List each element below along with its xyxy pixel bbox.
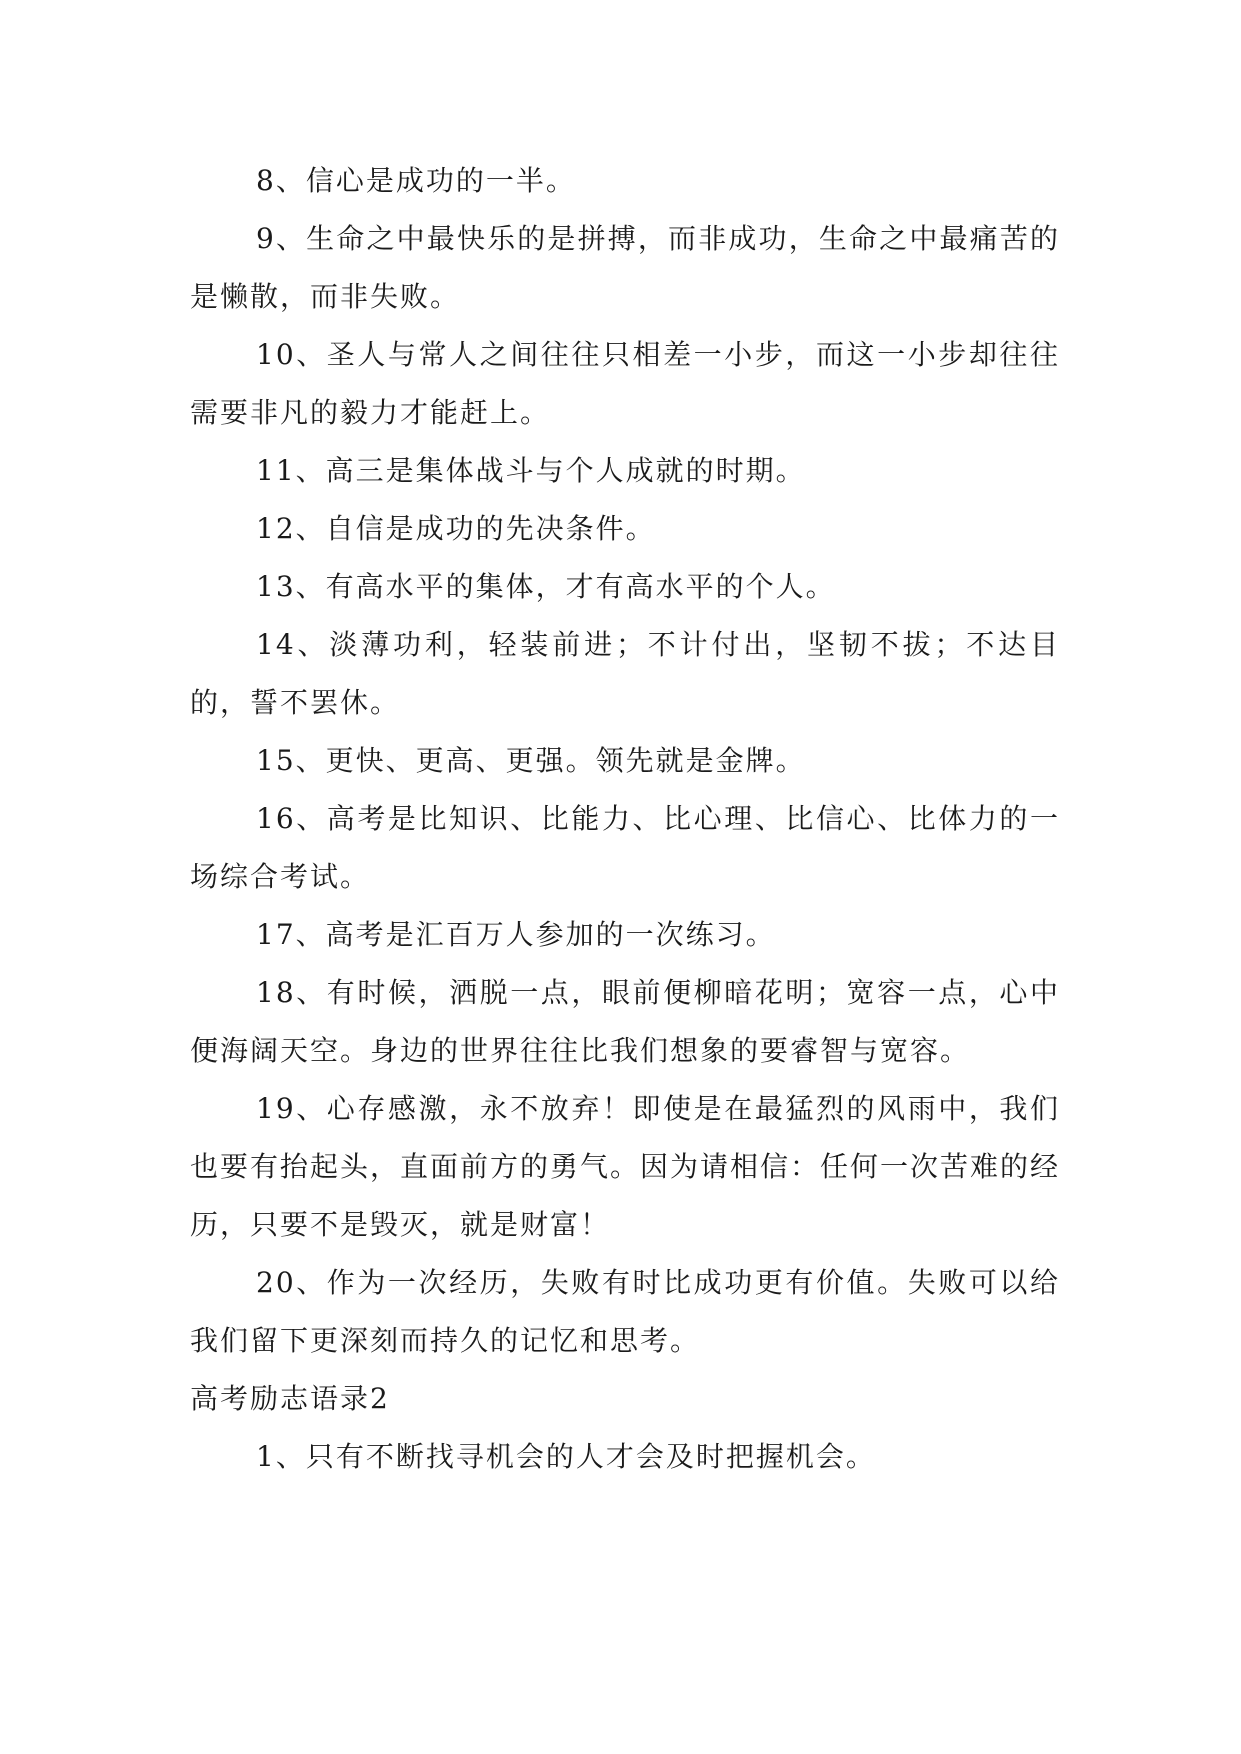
section-heading: 高考励志语录2 — [190, 1382, 390, 1415]
quote-item-14: 14、淡薄功利，轻装前进；不计付出，坚韧不拔；不达目的，誓不罢休。 — [190, 628, 1060, 719]
quote-item-12: 12、自信是成功的先决条件。 — [256, 512, 656, 545]
quote-item-16: 16、高考是比知识、比能力、比心理、比信心、比体力的一场综合考试。 — [190, 802, 1060, 893]
section-quote-item-1: 1、只有不断找寻机会的人才会及时把握机会。 — [256, 1440, 876, 1473]
quote-item-20: 20、作为一次经历，失败有时比成功更有价值。失败可以给我们留下更深刻而持久的记忆和思考。 — [190, 1266, 1060, 1357]
quote-item-19: 19、心存感激，永不放弃！即使是在最猛烈的风雨中，我们也要有抬起头，直面前方的勇气。因为请相信：任何一次苦难的经历，只要不是毁灭，就是财富！ — [190, 1092, 1061, 1241]
document-body — [190, 152, 1060, 1486]
quote-item-9: 9、生命之中最快乐的是拼搏，而非成功，生命之中最痛苦的是懒散，而非失败。 — [190, 222, 1060, 313]
quote-item-13: 13、有高水平的集体，才有高水平的个人。 — [256, 570, 836, 603]
quote-item-18: 18、有时候，洒脱一点，眼前便柳暗花明；宽容一点，心中便海阔天空。身边的世界往往比我们想象的要睿智与宽容。 — [190, 976, 1060, 1067]
quote-item-17: 17、高考是汇百万人参加的一次练习。 — [256, 918, 776, 951]
quote-item-11: 11、高三是集体战斗与个人成就的时期。 — [256, 454, 806, 487]
quote-item-15: 15、更快、更高、更强。领先就是金牌。 — [256, 744, 806, 777]
quote-item-10: 10、圣人与常人之间往往只相差一小步，而这一小步却往往需要非凡的毅力才能赶上。 — [190, 338, 1060, 429]
quote-item-8: 8、信心是成功的一半。 — [256, 164, 576, 197]
